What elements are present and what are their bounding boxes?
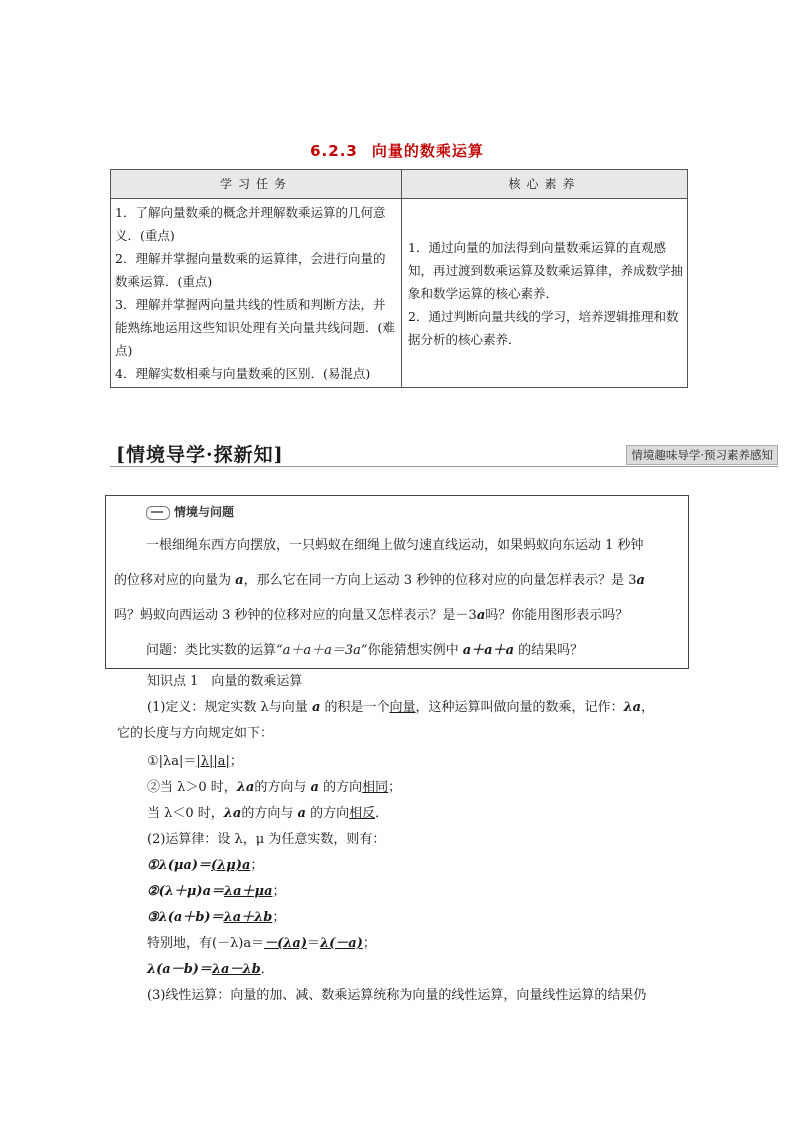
tasks-cell bbox=[111, 199, 402, 388]
kp-law-2: ②(λ＋μ)a＝λa＋μa； bbox=[147, 884, 286, 899]
literacy-item: 1．通过向量的加法得到向量数乘运算的直观感知，再过渡到数乘运算及数乘运算律，养成数学抽象和数学运算的核心素养． bbox=[408, 239, 684, 301]
task-item: 2．理解并掌握向量数乘的运算律，会进行向量的数乘运算．(重点) bbox=[115, 251, 386, 289]
kp-law-4: λ(a－b)＝λa－λb． bbox=[147, 962, 274, 977]
header-literacy: 核心素养 bbox=[402, 170, 688, 199]
section-tag: 情境趣味导学·预习素养感知 bbox=[626, 445, 778, 465]
literacy-item: 2．通过判断向量共线的学习，培养逻辑推理和数据分析的核心素养． bbox=[408, 308, 679, 347]
kp-law: (2)运算律：设 λ，μ 为任意实数，则有： bbox=[147, 832, 386, 847]
kp-law-3: ③λ(a＋b)＝λa＋λb； bbox=[147, 910, 286, 925]
kp-rule-3: 当 λ＜0 时，λa的方向与 a 的方向相反． bbox=[147, 806, 389, 821]
pencil-icon bbox=[146, 506, 170, 520]
kp-rule-1: ①|λa|＝|λ||a|； bbox=[147, 754, 243, 769]
kp-rule-2: ②当 λ＞0 时，λa的方向与 a 的方向相同； bbox=[147, 780, 402, 795]
kp-title: 知识点 1 向量的数乘运算 bbox=[147, 674, 303, 689]
task-item: 3．理解并掌握两向量共线的性质和判断方法，并能熟练地运用这些知识处理有关向量共线问题．(难点) bbox=[115, 297, 395, 358]
kp-special: 特别地，有(－λ)a＝－(λa)＝λ(－a)； bbox=[147, 936, 376, 951]
header-tasks: 学习任务 bbox=[111, 170, 402, 199]
section-title: [情境导学·探新知] bbox=[116, 444, 284, 466]
box-line: 一根细绳东西方向摆放，一只蚂蚁在细绳上做匀速直线运动，如果蚂蚁向东运动 1 秒钟 bbox=[146, 538, 644, 553]
task-item: 1．了解向量数乘的概念并理解数乘运算的几何意义．(重点) bbox=[115, 205, 386, 243]
kp-def: (1)定义：规定实数 λ与向量 a 的积是一个向量，这种运算叫做向量的数乘，记作：λa， bbox=[147, 700, 655, 715]
task-item: 4．理解实数相乘与向量数乘的区别．(易混点) bbox=[115, 366, 371, 381]
box-line: 吗？蚂蚁向西运动 3 秒钟的位移对应的向量又怎样表示？是－3a吗？你能用图形表示吗？ bbox=[114, 608, 629, 623]
literacy-cell bbox=[402, 199, 688, 388]
box-question: 问题：类比实数的运算“a＋a＋a＝3a”你能猜想实例中 a＋a＋a 的结果吗？ bbox=[146, 643, 584, 658]
page-title: 6.2.3 向量的数乘运算 bbox=[310, 142, 484, 160]
learning-table bbox=[110, 169, 688, 388]
box-heading: 情境与问题 bbox=[146, 503, 234, 520]
scenario-box bbox=[105, 495, 689, 669]
kp-law-1: ①λ(μa)＝(λμ)a； bbox=[147, 858, 264, 873]
box-line: 的位移对应的向量为 a，那么它在同一方向上运动 3 秒钟的位移对应的向量怎样表示？是 3a bbox=[114, 573, 645, 588]
kp-def-cont: 它的长度与方向规定如下： bbox=[117, 726, 274, 741]
kp-linear: (3)线性运算：向量的加、减、数乘运算统称为向量的线性运算，向量线性运算的结果仍 bbox=[147, 988, 647, 1003]
section-header bbox=[110, 440, 778, 467]
